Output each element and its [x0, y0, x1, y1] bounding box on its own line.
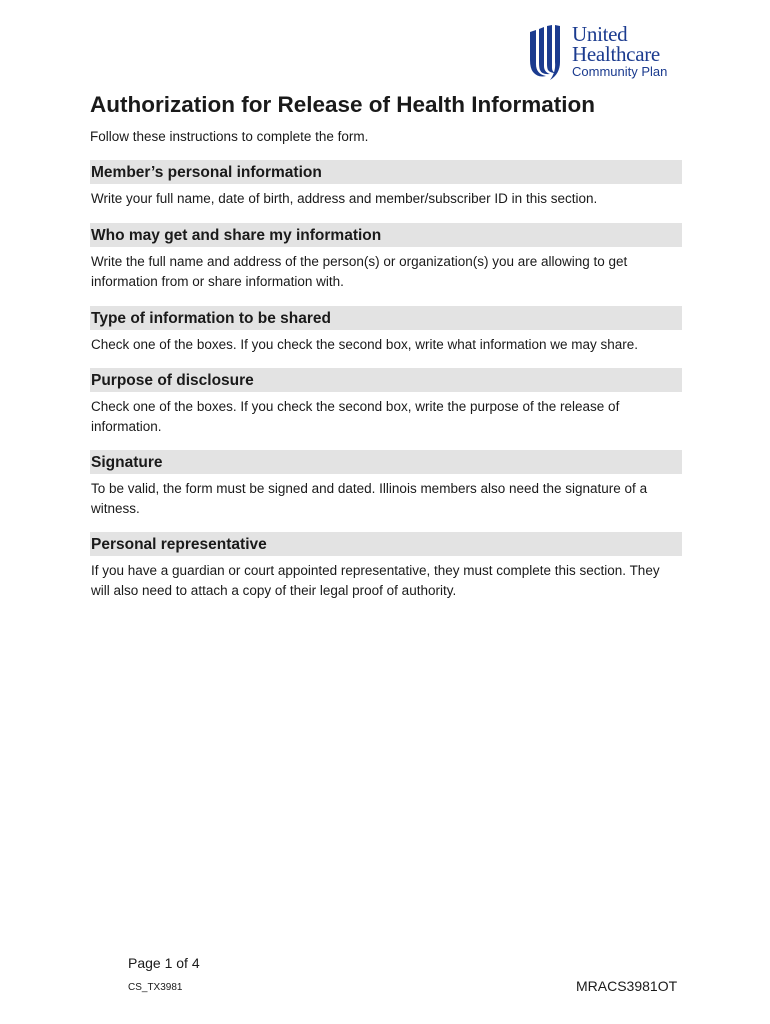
form-code-left: CS_TX3981 — [128, 982, 183, 993]
section-body: Write the full name and address of the person(s) or organization(s) you are allowing to get information from or share information with. — [91, 254, 628, 289]
section-type-of-information — [90, 306, 682, 355]
unitedhealthcare-logo-icon — [528, 24, 566, 82]
section-who-may-get-and-share — [90, 223, 682, 292]
logo-wordmark — [572, 24, 667, 79]
section-body: Check one of the boxes. If you check the second box, write what information we may share. — [91, 337, 639, 352]
section-body: To be valid, the form must be signed and dated. Illinois members also need the signature of a witness. — [91, 481, 648, 516]
section-heading: Type of information to be shared — [90, 306, 682, 330]
section-heading: Member’s personal information — [90, 160, 682, 184]
section-purpose-of-disclosure — [90, 368, 682, 437]
section-heading: Purpose of disclosure — [90, 368, 682, 392]
section-signature — [90, 450, 682, 519]
form-code-right: MRACS3981OT — [576, 978, 678, 994]
document-title: Authorization for Release of Health Information — [90, 92, 596, 117]
logo-line-united: United — [572, 22, 628, 46]
logo-line-community-plan: Community Plan — [572, 64, 668, 79]
unitedhealthcare-logo — [528, 24, 688, 84]
section-heading: Who may get and share my information — [90, 223, 682, 247]
logo-line-healthcare: Healthcare — [572, 42, 660, 66]
section-member-personal-information — [90, 160, 682, 209]
section-body: If you have a guardian or court appointed representative, they must complete this section. They will also need to attach a copy of their legal proof of authority. — [91, 563, 660, 598]
section-body: Write your full name, date of birth, address and member/subscriber ID in this section. — [91, 191, 598, 206]
section-heading: Signature — [90, 450, 682, 474]
section-heading: Personal representative — [90, 532, 682, 556]
section-personal-representative — [90, 532, 682, 601]
section-body: Check one of the boxes. If you check the second box, write the purpose of the release of information. — [91, 399, 620, 434]
page-number: Page 1 of 4 — [128, 955, 200, 971]
intro-text: Follow these instructions to complete the form. — [90, 129, 369, 144]
